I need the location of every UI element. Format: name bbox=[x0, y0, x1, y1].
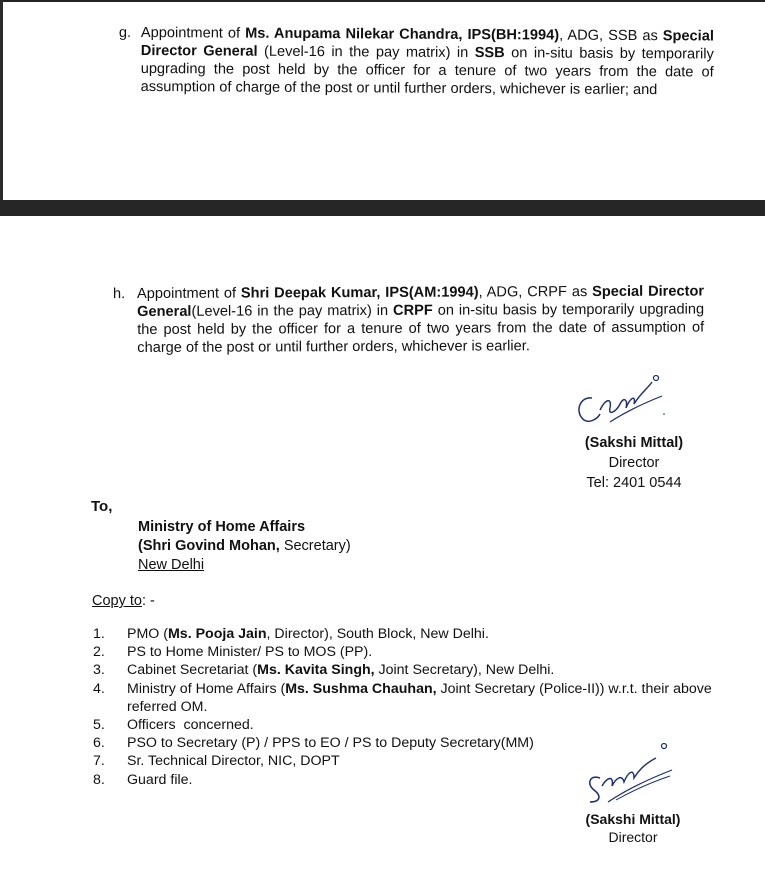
copy-to-label: Copy to bbox=[92, 593, 142, 609]
item-text: Officers concerned. bbox=[127, 717, 254, 734]
item-text: Sr. Technical Director, NIC, DOPT bbox=[127, 753, 340, 770]
addressee-title: Secretary) bbox=[279, 538, 351, 554]
bracket: ( bbox=[138, 538, 143, 554]
addressee-block bbox=[138, 518, 351, 575]
signatory-name: (Sakshi Mittal) bbox=[585, 811, 681, 827]
item-text: PS to Home Minister/ PS to MOS (PP). bbox=[127, 644, 373, 661]
list-item bbox=[93, 625, 723, 643]
signatory-designation: Director bbox=[608, 829, 658, 845]
addressee-person bbox=[138, 537, 351, 556]
paragraph-h bbox=[113, 283, 705, 357]
item-text: PSO to Secretary (P) / PPS to EO / PS to Deputy Secretary(MM) bbox=[127, 735, 534, 752]
paragraph-text: , ADG, SSB as bbox=[559, 27, 663, 45]
item-number: 2. bbox=[93, 644, 105, 661]
list-item bbox=[93, 661, 723, 679]
item-number: 8. bbox=[93, 771, 105, 788]
item-text: Joint Secretary), New Delhi. bbox=[374, 662, 555, 679]
list-item bbox=[93, 643, 723, 661]
paragraph-marker: h. bbox=[113, 286, 126, 303]
list-item bbox=[93, 716, 723, 734]
addressee-label: To, bbox=[91, 498, 113, 515]
signatory-telephone: Tel: 2401 0544 bbox=[586, 475, 682, 491]
signatory-block bbox=[573, 810, 693, 846]
paragraph-text: , ADG, CRPF as bbox=[478, 284, 593, 301]
item-number: 5. bbox=[93, 717, 105, 734]
paragraph-g bbox=[118, 24, 714, 99]
paragraph-text: Appointment of bbox=[137, 285, 241, 302]
addressee-name: Shri Govind Mohan, bbox=[142, 538, 280, 554]
left-edge-shadow bbox=[0, 0, 3, 200]
paragraph-text: (Level-16 in the pay matrix) in bbox=[257, 43, 475, 62]
force-name: SSB bbox=[474, 45, 505, 62]
copy-to-heading bbox=[92, 593, 155, 609]
signatory-designation: Director bbox=[608, 455, 660, 471]
copy-to-suffix: : - bbox=[141, 593, 155, 609]
item-number: 6. bbox=[93, 735, 105, 752]
top-border bbox=[0, 0, 765, 2]
item-number: 4. bbox=[93, 680, 105, 697]
signatory-block bbox=[572, 433, 696, 493]
force-name: CRPF bbox=[393, 302, 433, 319]
item-text: Guard file. bbox=[127, 771, 193, 788]
signatory-name: (Sakshi Mittal) bbox=[584, 435, 684, 451]
list-item bbox=[93, 680, 723, 716]
item-name: Ms. Kavita Singh, bbox=[257, 662, 375, 679]
item-text: Joint Secretary (Police-II)) w.r.t. their above referred OM. bbox=[127, 680, 712, 715]
paragraph-text: (Level-16 in the pay matrix) in bbox=[191, 302, 394, 320]
item-name: Ms. Pooja Jain bbox=[167, 626, 267, 642]
addressee-city: New Delhi bbox=[138, 557, 205, 573]
paragraph-marker: g. bbox=[118, 24, 132, 41]
addressee-organisation: Ministry of Home Affairs bbox=[138, 519, 306, 535]
handwritten-signature bbox=[570, 368, 670, 430]
post-title: Special Director General bbox=[137, 283, 705, 320]
paragraph-text: Appointment of bbox=[140, 24, 246, 42]
item-number: 7. bbox=[93, 753, 105, 770]
paragraph-text: on in-situ basis by temporarily upgrading the post held by the officer for a tenure of two years from the date of assumption of charge of the post or until further orders, whichever is earlier; and bbox=[140, 45, 714, 99]
item-text: PMO ( bbox=[127, 626, 168, 642]
item-text: Cabinet Secretariat ( bbox=[127, 662, 258, 679]
item-text: Ministry of Home Affairs ( bbox=[127, 680, 286, 697]
officer-name: Shri Deepak Kumar, IPS(AM:1994) bbox=[240, 284, 479, 302]
handwritten-signature bbox=[582, 740, 682, 810]
item-name: Ms. Sushma Chauhan, bbox=[285, 680, 437, 697]
post-title: Special Director General bbox=[140, 28, 714, 60]
paragraph-text: on in-situ basis by temporarily upgrading the post held by the officer for a tenure of two years from the date of assumption of charge of the post or until further orders, whichever is earlier. bbox=[137, 301, 705, 356]
item-number: 1. bbox=[93, 626, 105, 642]
item-text: , Director), South Block, New Delhi. bbox=[266, 626, 489, 642]
item-number: 3. bbox=[93, 662, 105, 679]
page-divider bbox=[0, 200, 765, 216]
officer-name: Ms. Anupama Nilekar Chandra, IPS(BH:1994) bbox=[245, 25, 560, 44]
